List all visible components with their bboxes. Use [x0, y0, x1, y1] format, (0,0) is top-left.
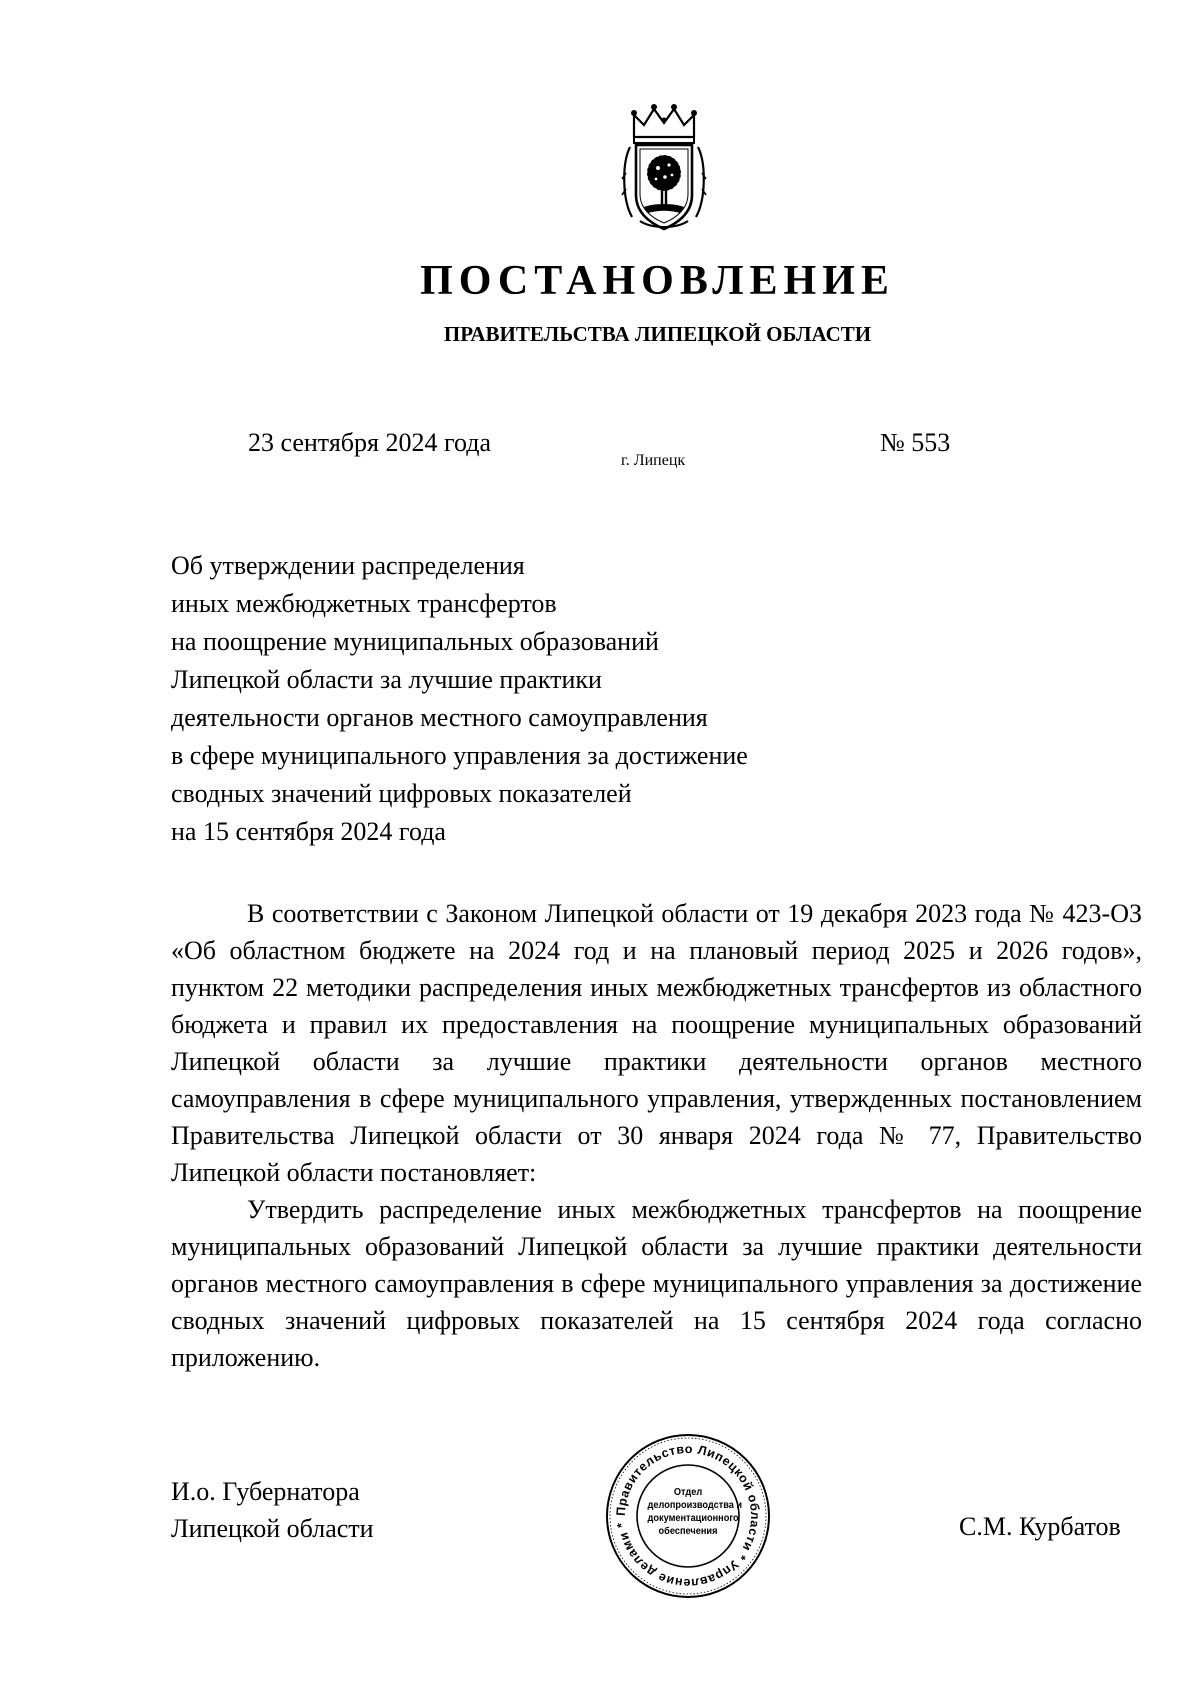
- heading-line: Липецкой области за лучшие практики: [171, 665, 602, 694]
- document-date: 23 сентября 2024 года: [248, 428, 492, 457]
- stamp-ring-text: Правительство Липецкой области * Управление делами *: [613, 1441, 763, 1591]
- stamp-center-line: делопроизводства и: [647, 1500, 743, 1511]
- heading-line: иных межбюджетных трансфертов: [171, 589, 557, 618]
- signer-title: [171, 1473, 374, 1547]
- coat-of-arms-icon: [620, 103, 708, 235]
- heading-line: сводных значений цифровых показателей: [171, 779, 632, 808]
- body-paragraph: Утвердить распределение иных межбюджетных трансфертов на поощрение муниципальных образований Липецкой области за лучшие практики деятельности органов местного самоуправления в сфере муниципального управления за достижение сводных значений цифровых показателей на 15 сентября 2024 года согласно приложению.: [171, 1195, 1142, 1372]
- heading-line: в сфере муниципального управления за достижение: [171, 741, 748, 770]
- stamp-center-line: обеспечения: [658, 1526, 718, 1537]
- signer-title-line: Липецкой области: [171, 1514, 374, 1543]
- heading-line: на поощрение муниципальных образований: [171, 627, 659, 656]
- issuing-authority: ПРАВИТЕЛЬСТВА ЛИПЕЦКОЙ ОБЛАСТИ: [443, 322, 872, 346]
- body-paragraph: В соответствии с Законом Липецкой области от 19 декабря 2023 года № 423-ОЗ «Об областном бюджете на 2024 год и на плановый период 2025 и 2026 годов», пунктом 22 методики распределения иных межбюджетных трансфертов из областного бюджета и правил их предоставления на поощрение муниципальных образований Липецкой области за лучшие практики деятельности органов местного самоуправления в сфере муниципального управления, утвержденных постановлением Правительства Липецкой области от 30 января 2024 года № 77, Правительство Липецкой области постановляет:: [171, 899, 1142, 1187]
- heading-line: Об утверждении распределения: [171, 551, 525, 580]
- document-place: г. Липецк: [621, 452, 686, 469]
- heading-line: на 15 сентября 2024 года: [171, 817, 446, 846]
- stamp-center-line: Отдел: [673, 1487, 703, 1498]
- heading-line: деятельности органов местного самоуправления: [171, 703, 708, 732]
- document-heading: [171, 547, 871, 851]
- stamp-center-text: [647, 1486, 743, 1538]
- document-number: № 553: [880, 428, 951, 457]
- signer-title-line: И.о. Губернатора: [171, 1477, 360, 1506]
- stamp-center-line: документационного: [647, 1513, 739, 1524]
- signer-name: С.М. Курбатов: [959, 1512, 1121, 1541]
- document-title: ПОСТАНОВЛЕНИЕ: [420, 258, 895, 304]
- document-body: [171, 895, 1142, 1376]
